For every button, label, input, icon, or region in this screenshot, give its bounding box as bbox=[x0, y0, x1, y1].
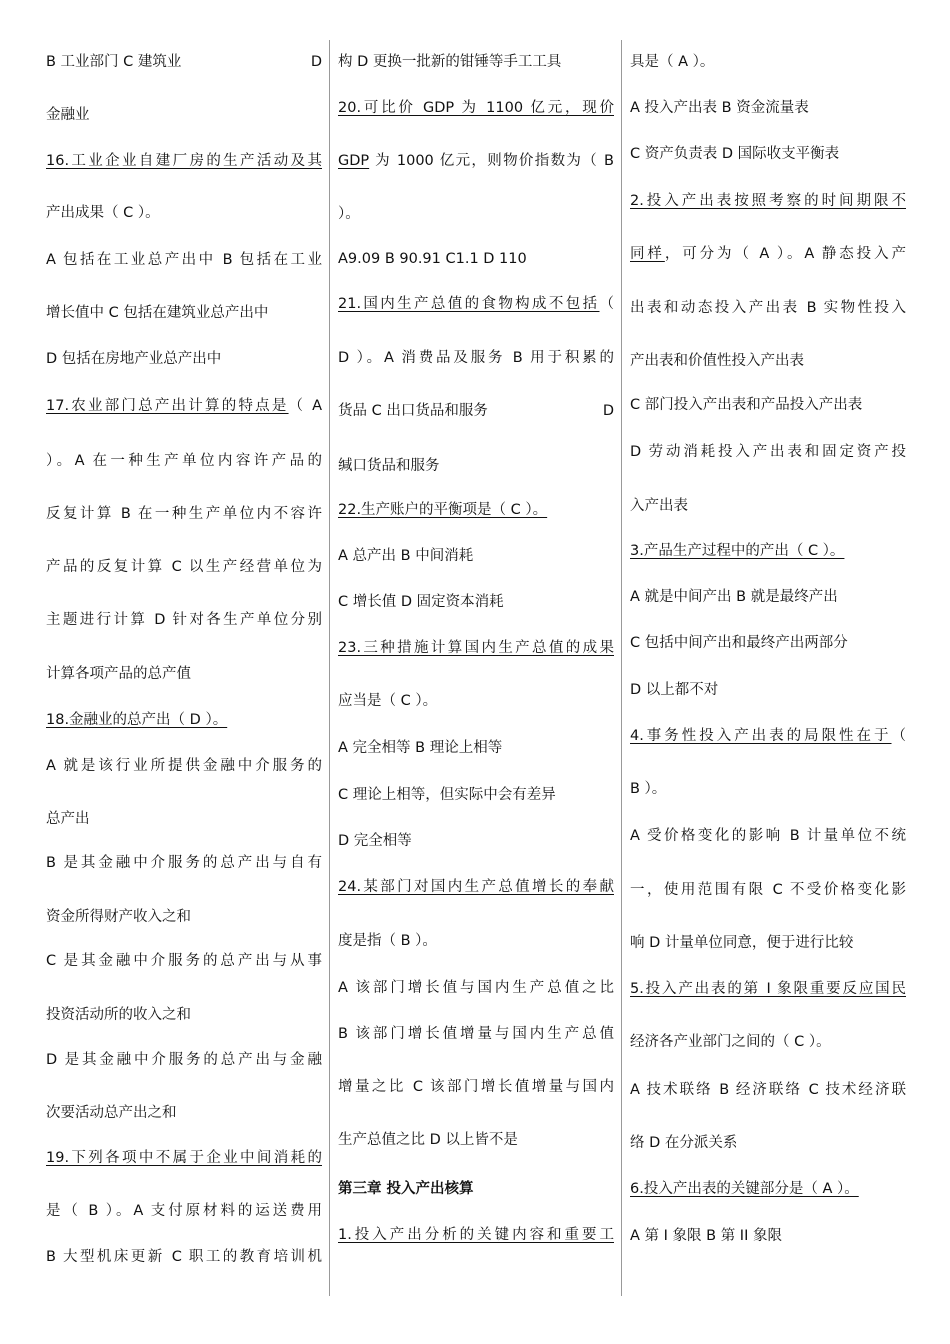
question-line bbox=[630, 244, 906, 264]
line-text: D 包括在房地产业总产出中 bbox=[46, 351, 222, 367]
line-text: ）。A 在一种生产单位内容许产品的 bbox=[46, 453, 322, 469]
question-line bbox=[46, 151, 322, 171]
line-text: A 投入产出表 B 资金流量表 bbox=[630, 100, 809, 116]
line-text: D ）。A 消费品及服务 B 用于积累的 bbox=[338, 350, 614, 366]
text-line bbox=[46, 451, 322, 471]
text-line bbox=[338, 978, 614, 998]
line-text: 投资活动所的收入之和 bbox=[46, 1007, 191, 1023]
question-line bbox=[338, 151, 614, 171]
line-text: 增量之比 C 该部门增长值增量与国内 bbox=[338, 1079, 614, 1095]
line-text: 货品 C 出口货品和服务 bbox=[338, 403, 488, 419]
text-line bbox=[46, 203, 322, 223]
line-text: 应当是（ C ）。 bbox=[338, 693, 438, 709]
line-text: C 增长值 D 固定资本消耗 bbox=[338, 594, 504, 610]
question-line bbox=[338, 294, 614, 314]
text-line bbox=[46, 557, 322, 577]
line-text: 构 D 更换一批新的钳锤等手工工具 bbox=[338, 54, 562, 70]
text-line bbox=[630, 779, 906, 799]
text-line bbox=[46, 504, 322, 524]
line-text: 3.产品生产过程中的产出（ C ）。 bbox=[630, 543, 845, 559]
line-text: 6.投入产出表的关键部分是（ A ）。 bbox=[630, 1181, 859, 1197]
text-line bbox=[338, 401, 614, 421]
question-line bbox=[630, 1179, 906, 1199]
text-line bbox=[46, 756, 322, 776]
text-line bbox=[338, 831, 614, 851]
line-text: B 该部门增长值增量与国内生产总值 bbox=[338, 1026, 614, 1042]
text-line bbox=[338, 456, 614, 476]
text-line bbox=[630, 98, 906, 118]
line-text: 1.投入产出分析的关键内容和重要工 bbox=[338, 1227, 614, 1243]
line-text: 产出成果（ C ）。 bbox=[46, 205, 160, 221]
text-line bbox=[46, 1247, 322, 1267]
line-text: A9.09 B 90.91 C1.1 D 110 bbox=[338, 251, 527, 267]
text-line bbox=[630, 144, 906, 164]
line-text: 产品的反复计算 C 以生产经营单位为 bbox=[46, 559, 322, 575]
line-text: 同样，可分为（ A ）。A 静态投入产 bbox=[630, 246, 906, 262]
text-line bbox=[46, 349, 322, 369]
line-text: B ）。 bbox=[630, 781, 667, 797]
line-text: ）。 bbox=[338, 206, 360, 222]
line-text: C 理论上相等，但实际中会有差异 bbox=[338, 787, 556, 803]
text-line bbox=[338, 1077, 614, 1097]
line-text: 22.生产账户的平衡项是（ C ）。 bbox=[338, 502, 548, 518]
text-line bbox=[630, 1133, 906, 1153]
question-line bbox=[630, 979, 906, 999]
line-text: A 该部门增长值与国内生产总值之比 bbox=[338, 980, 614, 996]
line-text: A 受价格变化的影响 B 计量单位不统 bbox=[630, 828, 906, 844]
text-line bbox=[46, 1201, 322, 1221]
line-text: 2.投入产出表按照考察的时间期限不 bbox=[630, 193, 906, 209]
text-line bbox=[630, 587, 906, 607]
line-text: C 部门投入产出表和产品投入产出表 bbox=[630, 397, 863, 413]
line-option-letter: D bbox=[310, 54, 322, 70]
text-line bbox=[338, 738, 614, 758]
line-text: 经济各产业部门之间的（ C ）。 bbox=[630, 1034, 831, 1050]
text-line bbox=[630, 442, 906, 462]
question-line bbox=[46, 710, 322, 730]
chapter-heading bbox=[338, 1179, 614, 1199]
text-line bbox=[46, 1050, 322, 1070]
line-text: 金融业 bbox=[46, 107, 90, 123]
text-line bbox=[46, 907, 322, 927]
line-text: B 是其金融中介服务的总产出与自有 bbox=[46, 855, 322, 871]
line-text: A 总产出 B 中间消耗 bbox=[338, 548, 474, 564]
line-text: C 是其金融中介服务的总产出与从事 bbox=[46, 953, 322, 969]
line-text: D 是其金融中介服务的总产出与金融 bbox=[46, 1052, 322, 1068]
question-line bbox=[46, 396, 322, 416]
text-line bbox=[630, 1032, 906, 1052]
question-line bbox=[630, 541, 906, 561]
line-text: 16.工业企业自建厂房的生产活动及其 bbox=[46, 153, 322, 169]
line-text: 主题进行计算 D 针对各生产单位分别 bbox=[46, 612, 322, 628]
line-text: A 包括在工业总产出中 B 包括在工业 bbox=[46, 252, 322, 268]
text-line bbox=[338, 931, 614, 951]
text-line bbox=[338, 1130, 614, 1150]
line-text: D 完全相等 bbox=[338, 833, 412, 849]
line-text: 响 D 计量单位同意，便于进行比较 bbox=[630, 935, 854, 951]
text-line bbox=[46, 105, 322, 125]
text-line bbox=[630, 933, 906, 953]
line-text: A 完全相等 B 理论上相等 bbox=[338, 740, 503, 756]
line-text: 第三章 投入产出核算 bbox=[338, 1181, 474, 1197]
line-text: 生产总值之比 D 以上皆不是 bbox=[338, 1132, 518, 1148]
text-line bbox=[338, 249, 614, 269]
line-text: 资金所得财产收入之和 bbox=[46, 909, 191, 925]
line-text: 计算各项产品的总产值 bbox=[46, 666, 191, 682]
line-text: GDP 为 1000 亿元，则物价指数为（ B bbox=[338, 153, 614, 169]
line-text: 23.三种措施计算国内生产总值的成果 bbox=[338, 640, 614, 656]
text-line bbox=[338, 204, 614, 224]
question-line bbox=[338, 1225, 614, 1245]
line-text: 19.下列各项中不属于企业中间消耗的 bbox=[46, 1150, 322, 1166]
text-line bbox=[338, 1024, 614, 1044]
line-text: 度是指（ B ）。 bbox=[338, 933, 437, 949]
line-text: A 就是该行业所提供金融中介服务的 bbox=[46, 758, 322, 774]
text-line bbox=[630, 351, 906, 371]
text-line bbox=[46, 1005, 322, 1025]
question-line bbox=[630, 726, 906, 746]
line-text: C 资产负责表 D 国际收支平衡表 bbox=[630, 146, 840, 162]
text-line bbox=[46, 951, 322, 971]
line-text: B 大型机床更新 C 职工的教育培训机 bbox=[46, 1249, 322, 1265]
text-line bbox=[46, 610, 322, 630]
text-line bbox=[630, 298, 906, 318]
line-text: D 劳动消耗投入产出表和固定资产投 bbox=[630, 444, 906, 460]
text-line bbox=[630, 1080, 906, 1100]
text-line bbox=[338, 546, 614, 566]
text-line bbox=[338, 592, 614, 612]
line-text: 入产出表 bbox=[630, 498, 688, 514]
line-text: 具是（ A ）。 bbox=[630, 54, 715, 70]
question-line bbox=[338, 638, 614, 658]
text-line bbox=[630, 1226, 906, 1246]
question-line bbox=[338, 98, 614, 118]
line-text: B 工业部门 C 建筑业 bbox=[46, 54, 182, 70]
text-line bbox=[46, 250, 322, 270]
line-text: 产出表和价值性投入产出表 bbox=[630, 353, 804, 369]
line-text: A 技术联络 B 经济联络 C 技术经济联 bbox=[630, 1082, 906, 1098]
text-line bbox=[338, 691, 614, 711]
text-line bbox=[46, 52, 322, 72]
text-line bbox=[338, 52, 614, 72]
line-text: 17.农业部门总产出计算的特点是（ A bbox=[46, 398, 322, 414]
line-text: C 包括中间产出和最终产出两部分 bbox=[630, 635, 848, 651]
line-text: 络 D 在分派关系 bbox=[630, 1135, 738, 1151]
text-line bbox=[338, 348, 614, 368]
line-text: 出表和动态投入产出表 B 实物性投入 bbox=[630, 300, 906, 316]
line-text: 24.某部门对国内生产总值增长的奉献 bbox=[338, 879, 614, 895]
line-text: A 就是中间产出 B 就是最终产出 bbox=[630, 589, 838, 605]
text-line bbox=[630, 826, 906, 846]
line-text: 5.投入产出表的第 I 象限重要反应国民 bbox=[630, 981, 906, 997]
question-line bbox=[338, 500, 614, 520]
line-text: 21.国内生产总值的食物构成不包括（ bbox=[338, 296, 614, 312]
line-text: 是（ B ）。A 支付原材料的运送费用 bbox=[46, 1203, 322, 1219]
line-text: D 以上都不对 bbox=[630, 682, 719, 698]
text-line bbox=[46, 853, 322, 873]
line-text: 增长值中 C 包括在建筑业总产出中 bbox=[46, 305, 269, 321]
line-option-letter: D bbox=[602, 403, 614, 419]
text-line bbox=[46, 809, 322, 829]
line-text: 总产出 bbox=[46, 811, 90, 827]
text-line bbox=[630, 680, 906, 700]
line-text: 缄口货品和服务 bbox=[338, 458, 440, 474]
line-text: 次要活动总产出之和 bbox=[46, 1105, 177, 1121]
question-line bbox=[46, 1148, 322, 1168]
text-line bbox=[630, 496, 906, 516]
line-text: 一，使用范围有限 C 不受价格变化影 bbox=[630, 882, 906, 898]
column-divider bbox=[621, 40, 622, 1296]
text-line bbox=[46, 664, 322, 684]
column-divider bbox=[329, 40, 330, 1296]
text-line bbox=[338, 785, 614, 805]
question-line bbox=[630, 191, 906, 211]
text-line bbox=[630, 395, 906, 415]
line-text: 18.金融业的总产出（ D ）。 bbox=[46, 712, 228, 728]
text-line bbox=[46, 303, 322, 323]
text-line bbox=[630, 52, 906, 72]
line-text: 反复计算 B 在一种生产单位内不容许 bbox=[46, 506, 322, 522]
text-line bbox=[46, 1103, 322, 1123]
line-text: 4.事务性投入产出表的局限性在于（ bbox=[630, 728, 906, 744]
line-text: 20.可比价 GDP 为 1100 亿元，现价 bbox=[338, 100, 614, 116]
text-line bbox=[630, 633, 906, 653]
question-line bbox=[338, 877, 614, 897]
text-line bbox=[630, 880, 906, 900]
line-text: A 第 I 象限 B 第 II 象限 bbox=[630, 1228, 782, 1244]
